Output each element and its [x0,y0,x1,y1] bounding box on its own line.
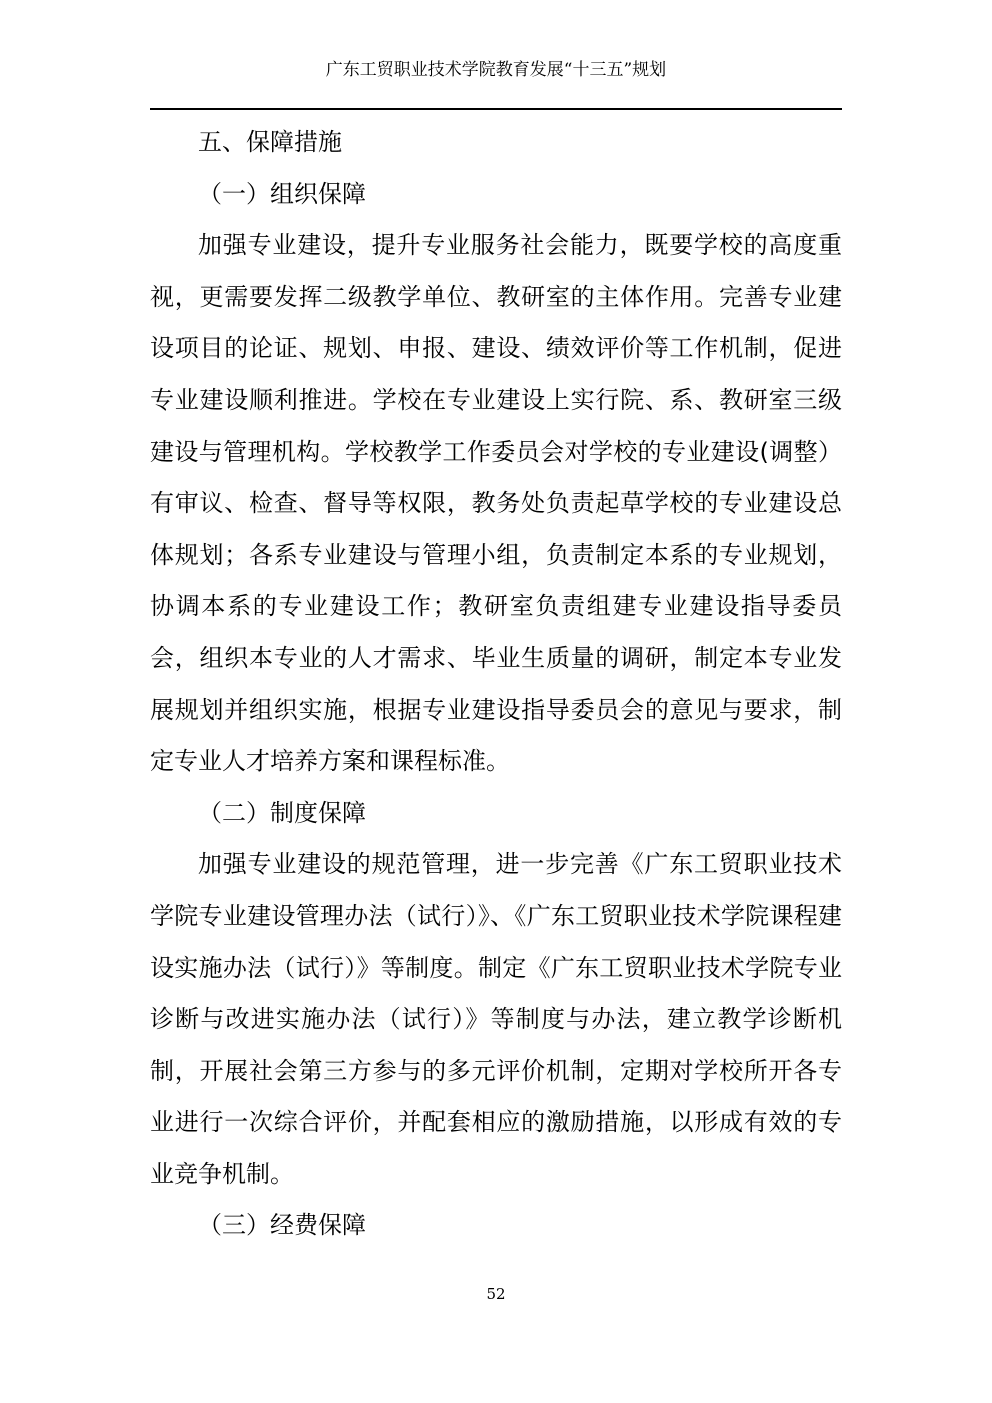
paragraph-organization: 加强专业建设，提升专业服务社会能力，既要学校的高度重视，更需要发挥二级教学单位、教研室的主体作用。完善专业建设项目的论证、规划、申报、建设、绩效评价等工作机制，促进专业建设顺利推进。学校在专业建设上实行院、系、教研室三级建设与管理机构。学校教学工作委员会对学校的专业建设(调整）有审议、检查、督导等权限，教务处负责起草学校的专业建设总体规划；各系专业建设与管理小组，负责制定本系的专业规划，协调本系的专业建设工作；教研室负责组建专业建设指导委员会，组织本专业的人才需求、毕业生质量的调研，制定本专业发展规划并组织实施，根据专业建设指导委员会的意见与要求，制定专业人才培养方案和课程标准。 [150,231,842,776]
subsection-heading-funding: （三）经费保障 [198,1211,366,1240]
subsection-heading-system: （二）制度保障 [198,798,366,827]
paragraph-system: 加强专业建设的规范管理，进一步完善《广东工贸职业技术学院专业建设管理办法（试行）》、《广东工贸职业技术学院课程建设实施办法（试行）》等制度。制定《广东工贸职业技术学院专业诊断与改进实施办法（试行）》等制度与办法，建立教学诊断机制，开展社会第三方参与的多元评价机制，定期对学校所开各专业进行一次综合评价，并配套相应的激励措施，以形成有效的专业竞争机制。 [150,850,842,1188]
subsection-heading-organization: （一）组织保障 [198,179,366,208]
header-rule [150,108,842,110]
section-title: 五、保障措施 [198,128,342,156]
page-number: 52 [486,1285,506,1303]
document-body [150,117,842,1252]
running-header: 广东工贸职业技术学院教育发展“十三五”规划 [325,60,667,80]
